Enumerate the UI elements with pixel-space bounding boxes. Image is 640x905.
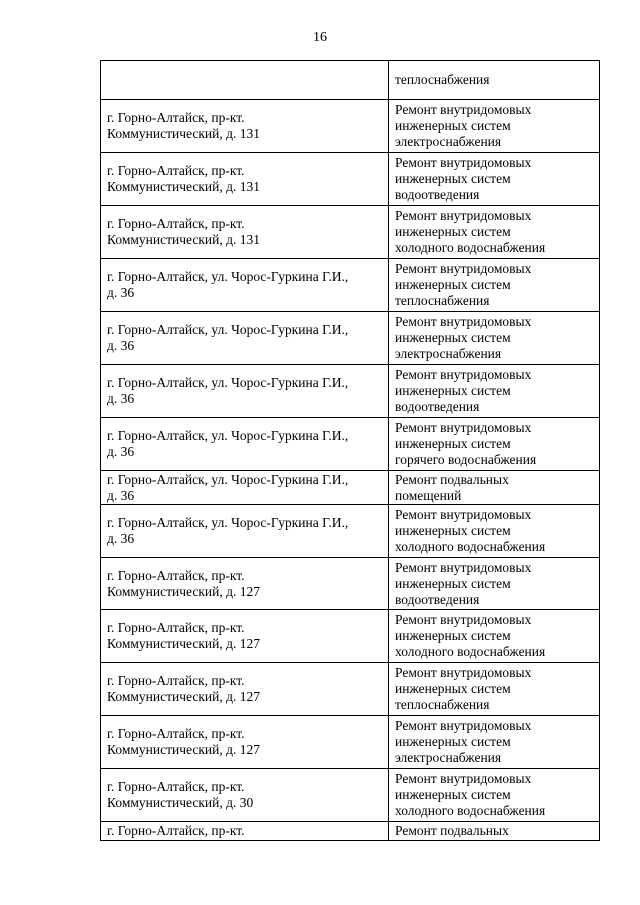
cell-line: г. Горно-Алтайск, пр-кт.	[107, 216, 245, 231]
table-body	[101, 61, 600, 841]
cell-line: д. 36	[107, 487, 135, 503]
address-cell-text	[107, 823, 384, 839]
address-cell-text	[107, 620, 384, 652]
address-cell	[101, 505, 389, 558]
cell-line: инженерных систем	[395, 383, 511, 398]
table-row	[101, 259, 600, 312]
cell-line: теплоснабжения	[395, 293, 490, 308]
cell-line: инженерных систем	[395, 277, 511, 292]
work-cell	[389, 312, 600, 365]
cell-line: холодного водоснабжения	[395, 539, 546, 554]
cell-line: теплоснабжения	[395, 697, 490, 712]
cell-line: инженерных систем	[395, 575, 511, 591]
work-cell-text	[395, 665, 595, 713]
work-cell	[389, 365, 600, 418]
address-cell	[101, 558, 389, 610]
cell-line: электроснабжения	[395, 134, 502, 149]
cell-line: Коммунистический, д. 127	[107, 583, 260, 599]
work-cell-text	[395, 367, 595, 415]
table-row	[101, 153, 600, 206]
table-row	[101, 312, 600, 365]
cell-line: водоотведения	[395, 187, 480, 202]
address-cell-text	[107, 515, 384, 547]
work-cell-text	[395, 155, 595, 203]
work-cell	[389, 663, 600, 716]
table-row	[101, 663, 600, 716]
work-cell-text	[395, 718, 595, 766]
work-cell	[389, 822, 600, 841]
table-row	[101, 471, 600, 505]
cell-line: Ремонт внутридомовых	[395, 507, 532, 522]
cell-line: Коммунистический, д. 131	[107, 232, 260, 247]
table-row	[101, 365, 600, 418]
cell-line: г. Горно-Алтайск, пр-кт.	[107, 726, 245, 741]
address-cell	[101, 769, 389, 822]
cell-line: Ремонт внутридомовых	[395, 261, 532, 276]
cell-line: Ремонт внутридомовых	[395, 208, 532, 223]
work-cell-text	[395, 560, 595, 608]
address-cell-text	[107, 322, 384, 354]
cell-line: Ремонт внутридомовых	[395, 420, 532, 435]
cell-line: инженерных систем	[395, 734, 511, 749]
address-cell	[101, 153, 389, 206]
cell-line: электроснабжения	[395, 346, 502, 361]
work-cell-text	[395, 72, 595, 88]
cell-line: г. Горно-Алтайск, ул. Чорос-Гуркина Г.И.,	[107, 269, 349, 284]
address-cell	[101, 471, 389, 505]
work-cell	[389, 418, 600, 471]
cell-line: инженерных систем	[395, 681, 511, 696]
table-row	[101, 100, 600, 153]
address-cell-text	[107, 216, 384, 248]
cell-line: инженерных систем	[395, 171, 511, 186]
cell-line: холодного водоснабжения	[395, 644, 546, 659]
cell-line: Ремонт внутридомовых	[395, 771, 532, 786]
work-cell	[389, 259, 600, 312]
cell-line: г. Горно-Алтайск, ул. Чорос-Гуркина Г.И.,	[107, 515, 349, 530]
address-cell-text	[107, 110, 384, 142]
work-cell-text	[395, 612, 595, 660]
address-cell-text	[107, 375, 384, 407]
work-cell	[389, 471, 600, 505]
work-cell	[389, 505, 600, 558]
cell-line: водоотведения	[395, 591, 480, 607]
cell-line: Ремонт внутридомовых	[395, 665, 532, 680]
address-cell	[101, 259, 389, 312]
work-cell	[389, 100, 600, 153]
address-cell	[101, 61, 389, 100]
work-cell-text	[395, 261, 595, 309]
cell-line: г. Горно-Алтайск, пр-кт.	[107, 673, 245, 688]
work-cell	[389, 610, 600, 663]
work-cell	[389, 716, 600, 769]
table-row	[101, 61, 600, 100]
cell-line: Ремонт подвальных	[395, 823, 509, 838]
address-cell-text	[107, 428, 384, 460]
cell-line: горячего водоснабжения	[395, 452, 537, 467]
cell-line: Ремонт внутридомовых	[395, 559, 532, 575]
table-row	[101, 206, 600, 259]
address-cell	[101, 822, 389, 841]
cell-line: д. 36	[107, 285, 135, 300]
work-cell	[389, 558, 600, 610]
cell-line: г. Горно-Алтайск, ул. Чорос-Гуркина Г.И.,	[107, 375, 349, 390]
work-cell	[389, 153, 600, 206]
cell-line: электроснабжения	[395, 750, 502, 765]
cell-line: Коммунистический, д. 131	[107, 179, 260, 194]
address-cell	[101, 100, 389, 153]
address-cell	[101, 716, 389, 769]
address-cell-text	[107, 472, 384, 504]
cell-line: холодного водоснабжения	[395, 240, 546, 255]
cell-line: инженерных систем	[395, 787, 511, 802]
cell-line: инженерных систем	[395, 330, 511, 345]
table-row	[101, 505, 600, 558]
work-cell-text	[395, 314, 595, 362]
cell-line: г. Горно-Алтайск, ул. Чорос-Гуркина Г.И.,	[107, 322, 349, 337]
address-cell-text	[107, 269, 384, 301]
address-cell	[101, 365, 389, 418]
address-cell	[101, 663, 389, 716]
cell-line: г. Горно-Алтайск, пр-кт.	[107, 163, 245, 178]
cell-line: г. Горно-Алтайск, пр-кт.	[107, 779, 245, 794]
cell-line: инженерных систем	[395, 224, 511, 239]
work-cell-text	[395, 208, 595, 256]
cell-line: г. Горно-Алтайск, пр-кт.	[107, 620, 245, 635]
cell-line: г. Горно-Алтайск, пр-кт.	[107, 110, 245, 125]
cell-line: водоотведения	[395, 399, 480, 414]
table-row	[101, 558, 600, 610]
page-number: 16	[313, 30, 327, 45]
cell-line: г. Горно-Алтайск, пр-кт.	[107, 567, 245, 583]
cell-line: Ремонт внутридомовых	[395, 367, 532, 382]
work-cell-text	[395, 507, 595, 555]
cell-line: холодного водоснабжения	[395, 803, 546, 818]
cell-line: Ремонт внутридомовых	[395, 718, 532, 733]
address-cell	[101, 312, 389, 365]
cell-line: Ремонт подвальных	[395, 471, 509, 487]
cell-line: теплоснабжения	[395, 72, 490, 87]
address-cell	[101, 206, 389, 259]
address-cell	[101, 610, 389, 663]
table-row	[101, 418, 600, 471]
work-cell-text	[395, 102, 595, 150]
cell-line: помещений	[395, 487, 462, 503]
work-cell	[389, 61, 600, 100]
cell-line: д. 36	[107, 531, 135, 546]
table-row	[101, 822, 600, 841]
cell-line: инженерных систем	[395, 628, 511, 643]
cell-line: д. 36	[107, 338, 135, 353]
address-cell-text	[107, 163, 384, 195]
cell-line: Коммунистический, д. 30	[107, 795, 254, 810]
address-cell-text	[107, 568, 384, 600]
work-cell-text	[395, 472, 595, 504]
address-works-table	[100, 60, 600, 841]
cell-line: Ремонт внутридомовых	[395, 155, 532, 170]
cell-line: Коммунистический, д. 127	[107, 742, 260, 757]
cell-line: инженерных систем	[395, 436, 511, 451]
cell-line: Коммунистический, д. 127	[107, 689, 260, 704]
cell-line: инженерных систем	[395, 523, 511, 538]
address-cell-text	[107, 726, 384, 758]
table-row	[101, 610, 600, 663]
cell-line: г. Горно-Алтайск, ул. Чорос-Гуркина Г.И.,	[107, 471, 349, 487]
address-cell-text	[107, 779, 384, 811]
cell-line: Ремонт внутридомовых	[395, 102, 532, 117]
cell-line: Коммунистический, д. 127	[107, 636, 260, 651]
cell-line: инженерных систем	[395, 118, 511, 133]
work-cell	[389, 206, 600, 259]
address-cell	[101, 418, 389, 471]
cell-line: Ремонт внутридомовых	[395, 612, 532, 627]
cell-line: Коммунистический, д. 131	[107, 126, 260, 141]
table-row	[101, 716, 600, 769]
cell-line: г. Горно-Алтайск, пр-кт.	[107, 823, 245, 838]
table-row	[101, 769, 600, 822]
work-cell-text	[395, 420, 595, 468]
cell-line: д. 36	[107, 391, 135, 406]
work-cell-text	[395, 823, 595, 839]
cell-line: г. Горно-Алтайск, ул. Чорос-Гуркина Г.И.,	[107, 428, 349, 443]
cell-line: Ремонт внутридомовых	[395, 314, 532, 329]
work-cell-text	[395, 771, 595, 819]
cell-line: д. 36	[107, 444, 135, 459]
work-cell	[389, 769, 600, 822]
address-cell-text	[107, 673, 384, 705]
